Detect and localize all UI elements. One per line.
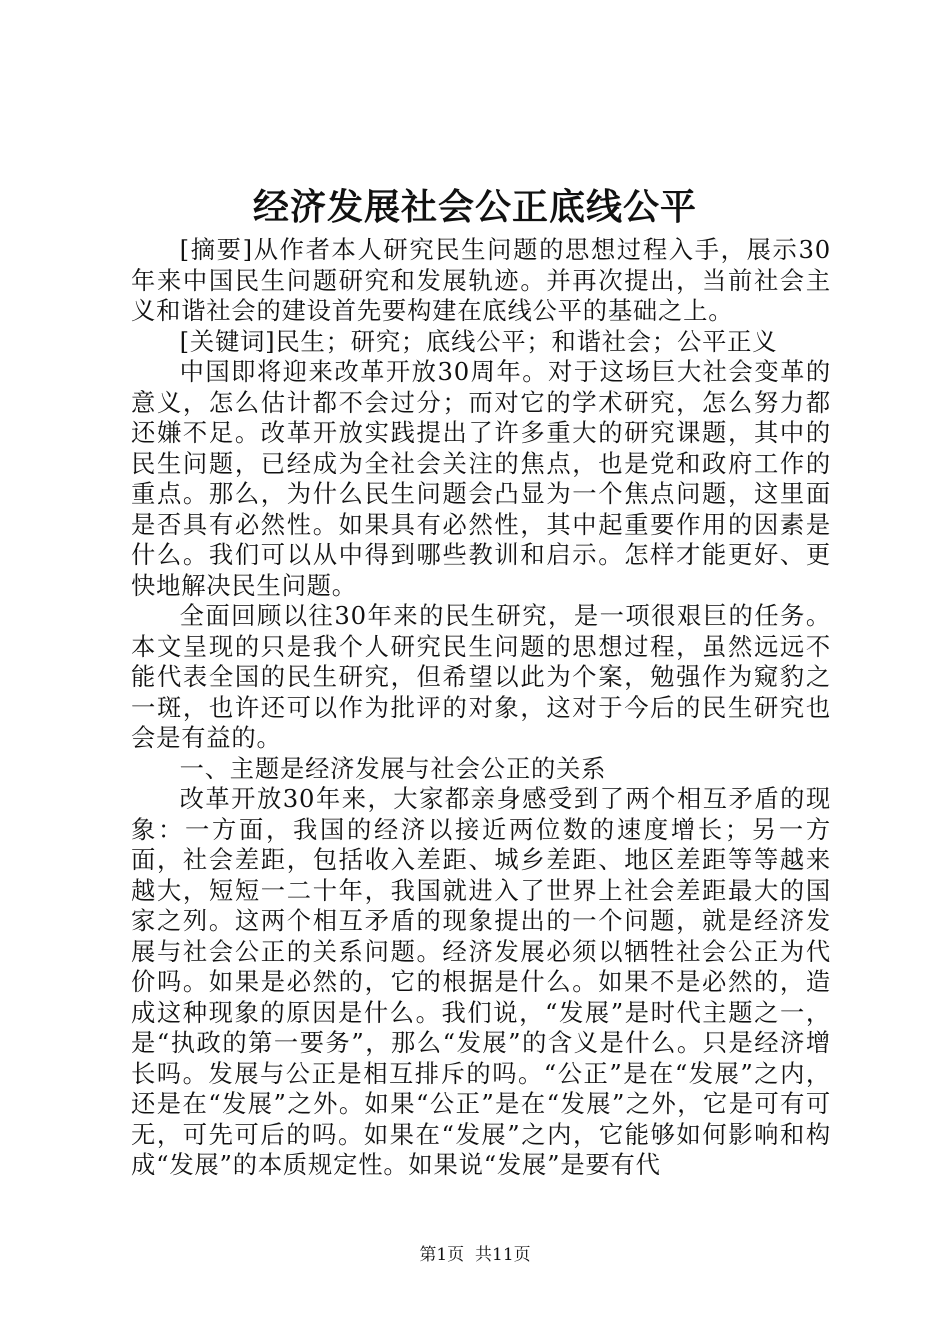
page-total: 共11页 <box>475 1245 531 1265</box>
keywords-paragraph: [关键词]民生；研究；底线公平；和谐社会；公平正义 <box>179 326 778 356</box>
document-title: 经济发展社会公正底线公平 <box>252 187 697 228</box>
document-body <box>131 235 831 1181</box>
abstract-paragraph: [摘要]从作者本人研究民生问题的思想过程入手，展示30年来中国民生问题研究和发展轨迹。并再次提出，当前社会主义和谐社会的建设首先要构建在底线公平的基础之上。 <box>131 235 831 325</box>
body-paragraph: 改革开放30年来，大家都亲身感受到了两个相互矛盾的现象：一方面，我国的经济以接近两位数的速度增长；另一方面，社会差距，包括收入差距、城乡差距、地区差距等等越来越大，短短一二十年，我国就进入了世界上社会差距最大的国家之列。这两个相互矛盾的现象提出的一个问题，就是经济发展与社会公正的关系问题。经济发展必须以牺牲社会公正为代价吗。如果是必然的，它的根据是什么。如果不是必然的，造成这种现象的原因是什么。我们说，“发展”是时代主题之一，是“执政的第一要务”，那么“发展”的含义是什么。只是经济增长吗。发展与公正是相互排斥的吗。“公正”是在“发展”之内，还是在“发展”之外。如果“公正”是在“发展”之外，它是可有可无，可先可后的吗。如果在“发展”之内，它能够如何影响和构成“发展”的本质规定性。如果说“发展”是要有代 <box>131 784 831 1179</box>
section-heading: 一、主题是经济发展与社会公正的关系 <box>179 753 607 783</box>
page-number: 第1页 <box>419 1245 465 1265</box>
page-footer <box>0 1243 950 1267</box>
body-paragraph: 全面回顾以往30年来的民生研究，是一项很艰巨的任务。本文呈现的只是我个人研究民生问题的思想过程，虽然远远不能代表全国的民生研究，但希望以此为个案，勉强作为窥豹之一斑，也许还可以作为批评的对象，这对于今后的民生研究也会是有益的。 <box>131 601 831 752</box>
body-paragraph: 中国即将迎来改革开放30周年。对于这场巨大社会变革的意义，怎么估计都不会过分；而对它的学术研究，怎么努力都还嫌不足。改革开放实践提出了许多重大的研究课题，其中的民生问题，已经成为全社会关注的焦点，也是党和政府工作的重点。那么，为什么民生问题会凸显为一个焦点问题，这里面是否具有必然性。如果具有必然性，其中起重要作用的因素是什么。我们可以从中得到哪些教训和启示。怎样才能更好、更快地解决民生问题。 <box>131 357 831 600</box>
